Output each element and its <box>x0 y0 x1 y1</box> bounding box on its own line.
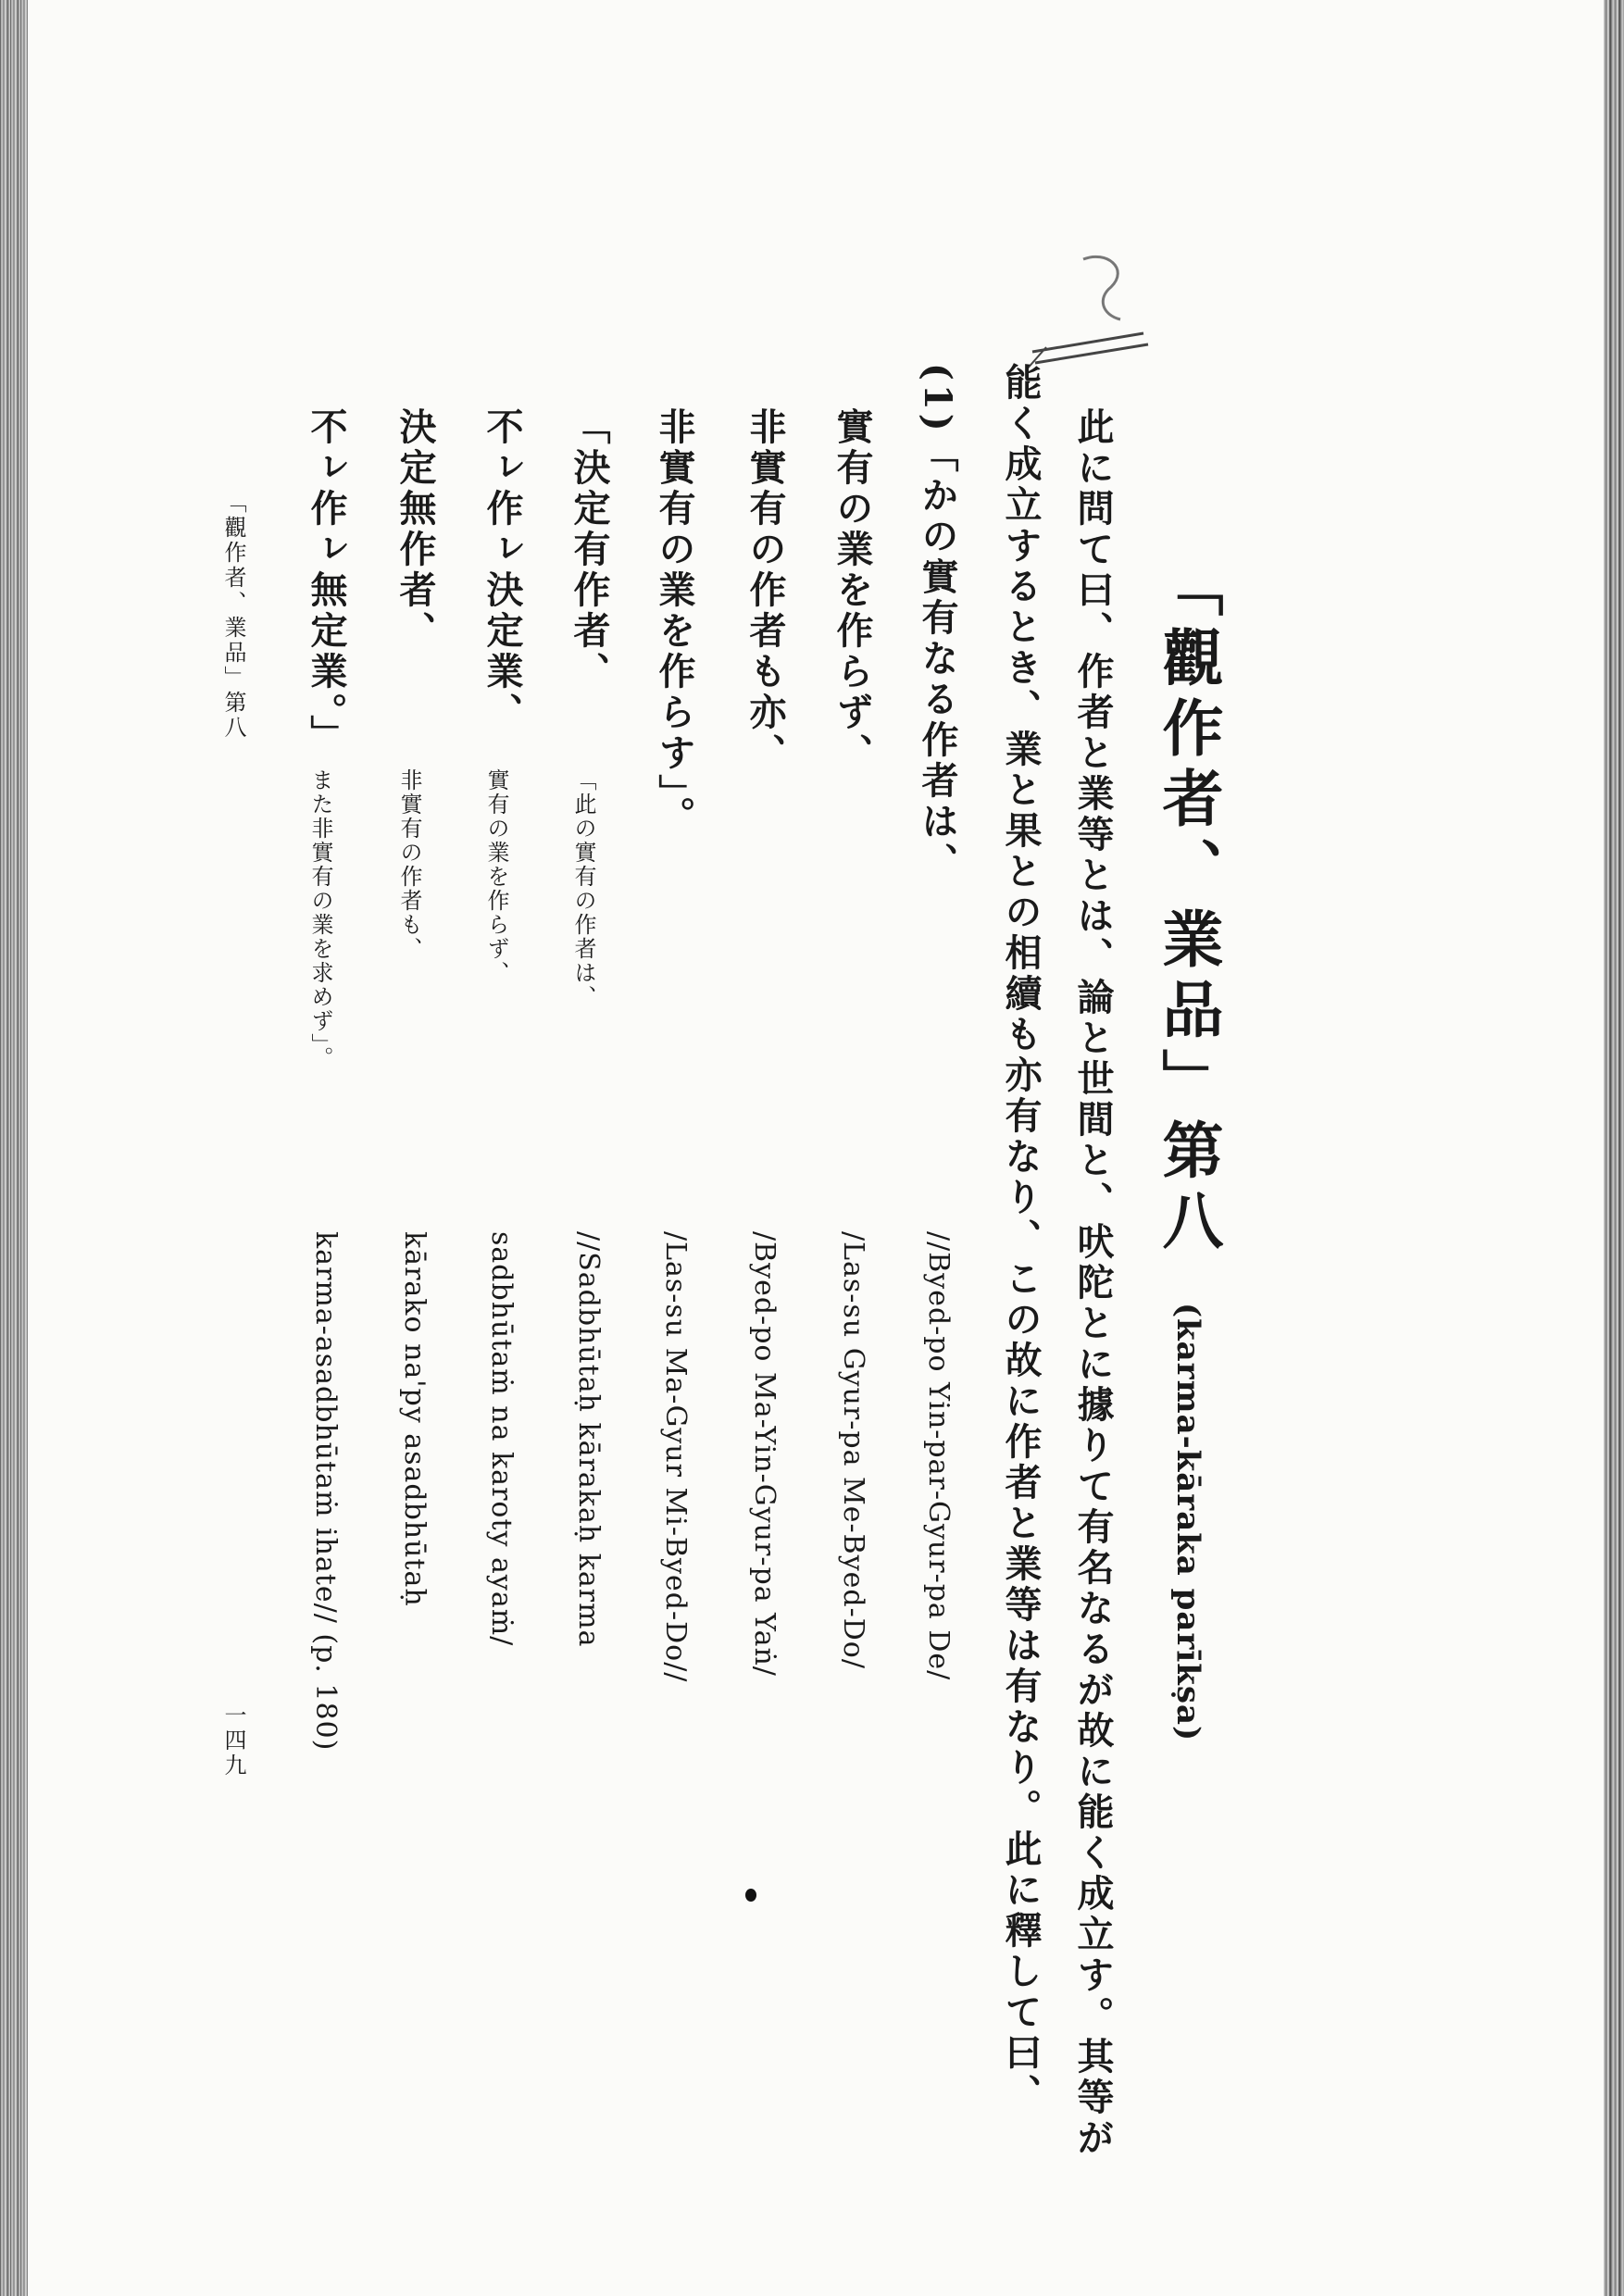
verse-kanbun-line-3: 決定無作者、 <box>394 407 437 652</box>
verse-kanbun-line-2: 不ㇾ作ㇾ決定業、 <box>481 407 524 733</box>
verse-kanbun-line-1: 「決定有作者、 <box>568 407 611 693</box>
page-number: 一四九 <box>220 1703 246 1778</box>
intro-line-1: 此に問て曰、作者と業等とは、論と世間と、吠陀とに據りて有名なるが故に能く成立す。其等が <box>1071 407 1115 2159</box>
binding-shadow-left <box>0 0 28 2296</box>
verse-tib-line-2: /Las-su Gyur-pa Me-Byed-Do/ <box>837 1231 869 1669</box>
verse-jp-line-2: 實有の業を作らず、 <box>831 407 874 774</box>
verse-jp-line-1: (1)「かの實有なる作者は、 <box>916 363 959 883</box>
verse-jp-line-4: 非實有の業を作らす」。 <box>653 407 696 837</box>
verse-reading-line-3: 非實有の作者も、 <box>396 768 422 961</box>
verse-skt-line-3: kārako na'py asadbhūtaḥ <box>398 1231 431 1607</box>
verse-kanbun-line-4: 不ㇾ作ㇾ無定業。」 <box>305 407 348 755</box>
verse-reading-line-1: 「此の實有の作者は、 <box>570 768 596 1009</box>
verse-reading-line-2: 實有の業を作らず、 <box>483 768 509 985</box>
running-head: 「觀作者、業品」第八 <box>220 491 246 741</box>
chapter-subtitle: (karma-kāraka parīkṣa) <box>1169 1302 1206 1742</box>
verse-skt-line-1: //Sadbhūtaḥ kārakaḥ karma <box>572 1231 605 1648</box>
verse-reading-line-4: また非實有の業を求めず」。 <box>307 768 333 1070</box>
binding-shadow-right <box>1604 0 1624 2296</box>
verse-jp-line-3: 非實有の作者も亦、 <box>743 407 787 774</box>
verse-tib-line-1: //Byed-po Yin-par-Gyur-pa De/ <box>922 1231 955 1681</box>
verse-tib-line-3: /Byed-po Ma-Yin-Gyur-pa Yaṅ/ <box>748 1231 781 1677</box>
intro-line-2: 能く成立するとき、業と果との相續も亦有なり、この故に作者と業等は有なり。此に釋して曰、 <box>999 363 1043 2115</box>
chapter-title-text: 「觀作者、業品」第八 <box>1152 555 1224 1259</box>
verse-skt-line-2: sadbhūtaṁ na karoty ayaṁ/ <box>485 1231 518 1647</box>
verse-tib-line-4: /Las-su Ma-Gyur Mi-Byed-Do// <box>659 1231 692 1683</box>
pencil-annotation <box>1018 231 1157 380</box>
verse-skt-line-4: karma-asadbhūtaṁ ihate// (p. 180) <box>309 1231 342 1752</box>
ink-speck <box>745 1889 756 1902</box>
chapter-title <box>1152 555 1224 1742</box>
